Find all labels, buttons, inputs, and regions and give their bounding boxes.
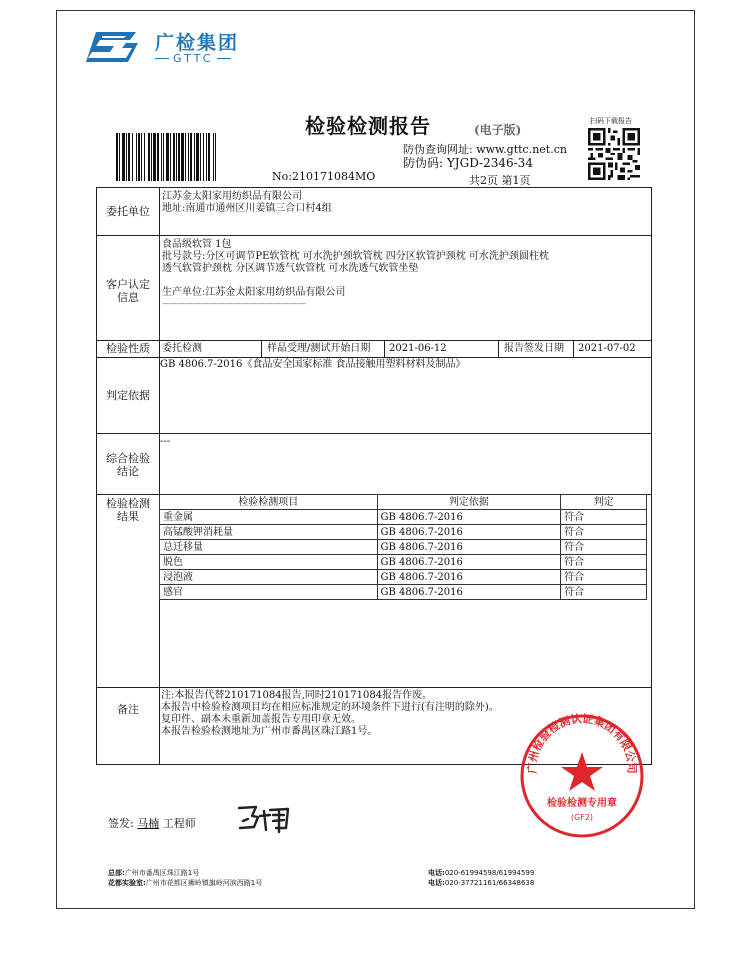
- result-verdict: 符合: [561, 540, 647, 555]
- nature-divider: [573, 340, 574, 357]
- results-table: [159, 494, 647, 600]
- verify-site-label: 防伪查询网址:: [403, 143, 473, 156]
- table-row: [160, 510, 647, 525]
- table-row: [160, 540, 647, 555]
- sample-info-label-line1: 客户认定: [106, 278, 150, 291]
- sample-batch-cont: 透气软管护颈枕 分区调节透气软管枕 可水洗透气软管坐垫: [162, 263, 419, 274]
- signoff-name: 马楠: [137, 817, 160, 830]
- result-basis: GB 4806.7-2016: [377, 510, 561, 525]
- result-basis: GB 4806.7-2016: [377, 555, 561, 570]
- nature-divider: [384, 340, 385, 357]
- barcode-icon: [116, 133, 272, 181]
- result-item: 浸泡液: [160, 570, 378, 585]
- footer-tel1-number: 020-61994598/61994599: [444, 869, 535, 877]
- footer-hq-address: 广州市番禺区珠江路1号: [124, 869, 200, 877]
- result-verdict: 符合: [561, 510, 647, 525]
- brand-name: 广检集团: [155, 32, 240, 54]
- result-basis: GB 4806.7-2016: [377, 525, 561, 540]
- verify-code: [403, 154, 533, 171]
- brand-name-en: [155, 52, 231, 65]
- sample-info-label: [97, 278, 159, 304]
- report-number: No:210171084MO: [272, 170, 376, 183]
- results-label: [97, 497, 159, 523]
- client-label: 委托单位: [106, 205, 150, 218]
- manufacturer-underline: ——————————————————: [162, 299, 306, 308]
- footer-huadu: [108, 878, 262, 888]
- qr-code-icon[interactable]: [588, 128, 640, 180]
- result-verdict: 符合: [561, 525, 647, 540]
- receipt-date-label: 样品受理/测试开始日期: [267, 343, 371, 354]
- basis-value: GB 4806.7-2016《食品安全国家标准 食品接触用塑料材料及制品》: [160, 359, 466, 370]
- results-label-line2: 结果: [117, 510, 139, 523]
- results-label-line1: 检验检测: [106, 497, 150, 510]
- gttc-logo-icon: [86, 26, 138, 64]
- table-row: [160, 525, 647, 540]
- issue-date: 2021-07-02: [578, 343, 636, 354]
- result-verdict: 符合: [561, 555, 647, 570]
- verify-site-link[interactable]: www.gttc.net.cn: [476, 143, 567, 156]
- row-divider: [97, 235, 651, 236]
- header-verdict: 判定: [561, 495, 647, 510]
- table-row: [160, 570, 647, 585]
- receipt-date: 2021-06-12: [389, 343, 447, 354]
- row-divider: [97, 357, 651, 358]
- signoff: [108, 815, 196, 831]
- official-stamp-icon: [518, 712, 646, 840]
- sample-batch: 批号款号:分区可调节PE软管枕 可水洗护颈软管枕 四分区软管护颈枕 可水洗护颈圆柱枕: [162, 251, 549, 262]
- signoff-title: 工程师: [162, 817, 196, 830]
- client-address: 地址:南通市通州区川姜镇三合口村4组: [162, 203, 332, 214]
- result-verdict: 符合: [561, 585, 647, 600]
- stamp-org-text: 广州检验检测认证集团有限公司: [525, 712, 639, 774]
- result-verdict: 符合: [561, 570, 647, 585]
- brand-en-text: GTTC: [173, 52, 214, 65]
- footer-hq: [108, 868, 199, 878]
- nature-divider: [261, 340, 262, 357]
- stamp-code-text: (GF2): [570, 813, 594, 822]
- report-table: [96, 187, 652, 765]
- edition-label: (电子版): [474, 123, 522, 137]
- client-name: 江苏金太阳家用纺织品有限公司: [162, 191, 302, 202]
- remark-line-3: 复印件、副本未重新加盖报告专用印章无效。: [161, 714, 361, 725]
- footer-tel2: [428, 878, 534, 888]
- result-basis: GB 4806.7-2016: [377, 585, 561, 600]
- stamp-purpose-text: 检验检测专用章: [547, 798, 617, 809]
- remark-line-2: 本报告中检验检测项目均在相应标准规定的环境条件下进行(有注明的除外)。: [161, 702, 499, 713]
- row-divider: [97, 340, 651, 341]
- nature-label: 检验性质: [106, 342, 150, 355]
- footer-tel1-label: 电话:: [428, 869, 445, 877]
- verify-code-value: YJGD-2346-34: [446, 156, 533, 170]
- remark-line-4: 本报告检验检测地址为广州市番禺区珠江路1号。: [161, 726, 378, 737]
- result-basis: GB 4806.7-2016: [377, 570, 561, 585]
- table-row: [160, 555, 647, 570]
- conclusion-label-line2: 结论: [117, 465, 139, 478]
- handwritten-signature-icon: [236, 800, 298, 834]
- manufacturer: 生产单位:江苏金太阳家用纺织品有限公司: [162, 287, 346, 298]
- result-item: 脱色: [160, 555, 378, 570]
- footer-tel1: [428, 868, 534, 878]
- result-item: 感官: [160, 585, 378, 600]
- footer-huadu-address: 广州市花都区狮岭镇旗岭河滨西路1号: [145, 879, 263, 887]
- remark-line-1: 注:本报告代替210171084报告,同时210171084报告作废。: [161, 690, 433, 701]
- signoff-label: 签发:: [108, 817, 134, 830]
- footer-huadu-label: 花都实验室:: [108, 879, 146, 887]
- label-column-divider: [159, 188, 160, 764]
- row-divider: [97, 687, 651, 688]
- qr-label: 扫码下载报告: [590, 117, 632, 125]
- table-row: [160, 585, 647, 600]
- header-basis: 判定依据: [377, 495, 561, 510]
- page-indicator: 共2页 第1页: [469, 174, 531, 187]
- basis-label: 判定依据: [106, 389, 150, 402]
- result-item: 高锰酸钾消耗量: [160, 525, 378, 540]
- results-header-row: [160, 495, 647, 510]
- footer-tel2-label: 电话:: [428, 879, 445, 887]
- result-item: 总迁移量: [160, 540, 378, 555]
- result-item: 重金属: [160, 510, 378, 525]
- conclusion-value: ---: [160, 436, 171, 447]
- row-divider: [97, 433, 651, 434]
- verify-code-label: 防伪码:: [403, 156, 444, 170]
- nature-divider: [498, 340, 499, 357]
- sample-info-label-line2: 信息: [117, 291, 139, 304]
- header-item: 检验检测项目: [160, 495, 378, 510]
- issue-date-label: 报告签发日期: [504, 343, 564, 354]
- footer-tel2-number: 020-37721161/66348638: [444, 879, 535, 887]
- report-title: 检验检测报告: [305, 114, 431, 138]
- result-basis: GB 4806.7-2016: [377, 540, 561, 555]
- remarks-label: 备注: [117, 703, 139, 716]
- conclusion-label-line1: 综合检验: [106, 452, 150, 465]
- sample-name: 食品级软管 1包: [162, 239, 232, 250]
- conclusion-label: [97, 452, 159, 478]
- nature-value: 委托检测: [162, 343, 202, 354]
- footer-hq-label: 总部:: [108, 869, 125, 877]
